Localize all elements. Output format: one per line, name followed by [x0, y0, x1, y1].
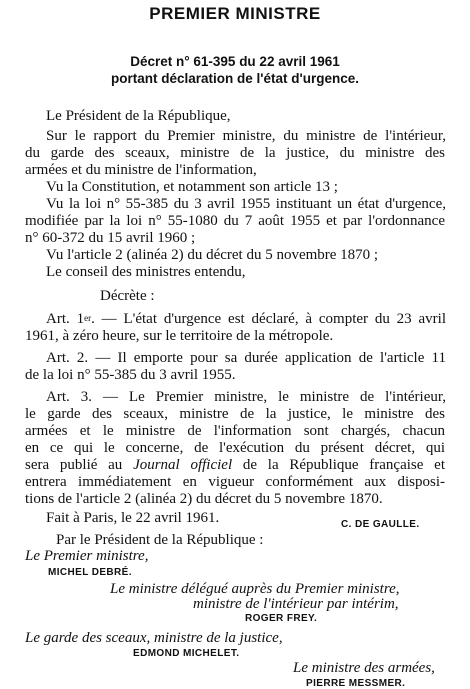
interieur-name: ROGER FREY. — [245, 613, 318, 624]
vu-loi-line-2: modifiée par la loi n° 55-1080 du 7 août 1955 et par l'ordonnance — [25, 213, 445, 229]
par-le-president: Par le Président de la République : — [56, 532, 264, 548]
article-3-line-7: tions de l'article 2 (alinéa 2) du décret du 5 novembre 1870. — [25, 491, 383, 507]
interieur-title-line-1: Le ministre délégué auprès du Premier ministre, — [110, 581, 400, 597]
journal-officiel-title: Journal officiel — [133, 457, 233, 473]
article-2-line-2: de la loi n° 55-385 du 3 avril 1955. — [25, 367, 236, 383]
article-3-line-2: le garde des sceaux, ministre de la justice, le ministre des — [25, 406, 445, 422]
decrete-heading: Décrète : — [100, 288, 155, 304]
article-3-line-4: en ce qui le concerne, de l'exécution du présent décret, qui — [25, 440, 445, 456]
armees-name: PIERRE MESSMER. — [306, 678, 406, 689]
president-line: Le Président de la République, — [46, 108, 231, 124]
article-1-line-2: 1961, à zéro heure, sur le territoire de la métropole. — [25, 328, 334, 344]
article-3-line-5: sera publié au Journal officiel de la République française et — [25, 457, 445, 473]
justice-title: Le garde des sceaux, ministre de la justice, — [25, 630, 283, 646]
article-3-line-3: armées et le ministre de l'information sont chargés, chacun — [25, 423, 445, 439]
fait-a-paris: Fait à Paris, le 22 avril 1961. — [46, 510, 220, 526]
vu-article-decret: Vu l'article 2 (alinéa 2) du décret du 5 novembre 1870 ; — [46, 247, 379, 263]
article-3-line-6: entrera immédiatement en vigueur conformément aux disposi- — [25, 474, 445, 490]
article-2-line-1: Art. 2. — Il emporte pour sa durée application de l'article 11 — [46, 350, 446, 366]
rapport-line-1: Sur le rapport du Premier ministre, du ministre de l'intérieur, — [46, 128, 446, 144]
page-title: PREMIER MINISTRE — [149, 4, 321, 23]
armees-title: Le ministre des armées, — [293, 660, 435, 676]
interieur-title-line-2: ministre de l'intérieur par intérim, — [193, 596, 399, 612]
premier-ministre-title: Le Premier ministre, — [25, 548, 149, 564]
justice-name: EDMOND MICHELET. — [133, 648, 240, 659]
conseil-line: Le conseil des ministres entendu, — [46, 264, 246, 280]
premier-ministre-name: MICHEL DEBRÉ. — [48, 567, 132, 578]
vu-loi-line-3: n° 60-372 du 15 avril 1960 ; — [25, 230, 196, 246]
article-1-line-1: Art. 1er. — L'état d'urgence est déclaré, à compter du 23 avril — [46, 311, 446, 327]
signature-de-gaulle: C. DE GAULLE. — [341, 519, 420, 530]
vu-loi-line-1: Vu la loi n° 55-385 du 3 avril 1955 instituant un état d'urgence, — [46, 196, 446, 212]
vu-constitution: Vu la Constitution, et notamment son article 13 ; — [46, 179, 338, 195]
decree-subject: portant déclaration de l'état d'urgence. — [111, 71, 359, 86]
article-3-line-1: Art. 3. — Le Premier ministre, le ministre de l'intérieur, — [46, 389, 446, 405]
rapport-line-3: armées et du ministre de l'information, — [25, 162, 257, 178]
rapport-line-2: du garde des sceaux, ministre de la justice, du ministre des — [25, 145, 445, 161]
decree-number: Décret n° 61-395 du 22 avril 1961 — [130, 54, 340, 69]
